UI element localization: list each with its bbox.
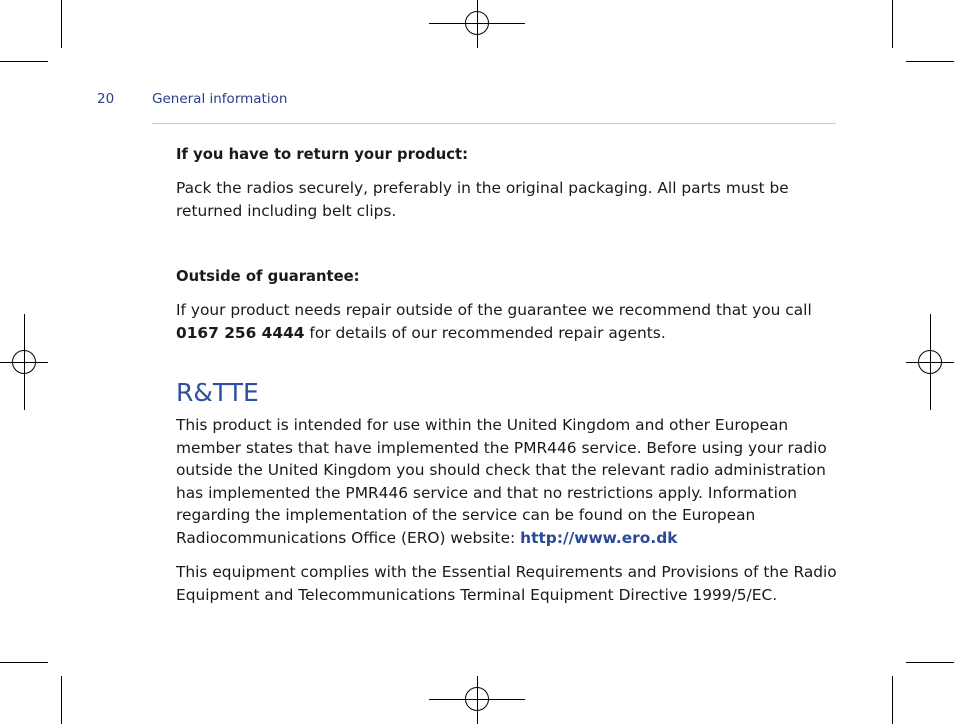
guarantee-text — [176, 299, 841, 344]
crop-mark-bottom-left-vertical — [61, 676, 62, 724]
guarantee-text-after: for details of our recommended repair agents. — [304, 323, 666, 342]
crop-mark-top-right-horizontal — [906, 61, 954, 62]
page-number: 20 — [97, 91, 115, 107]
return-heading: If you have to return your product: — [176, 146, 468, 163]
guarantee-text-before: If your product needs repair outside of the guarantee we recommend that you call — [176, 301, 812, 319]
phone-number: 0167 256 4444 — [176, 323, 305, 342]
rtte-title: R&TTE — [176, 378, 259, 407]
crop-mark-top-left-vertical — [61, 0, 62, 48]
header-divider — [152, 123, 836, 124]
section-title: General information — [152, 91, 288, 107]
crop-mark-top-right-vertical — [892, 0, 893, 48]
return-text: Pack the radios securely, preferably in the original packaging. All parts must be returned including belt clips. — [176, 179, 789, 220]
crop-mark-bottom-right-vertical — [892, 676, 893, 724]
crop-mark-top-left-horizontal — [0, 61, 48, 62]
rtte-paragraph-1 — [176, 414, 841, 549]
page-content — [176, 145, 841, 606]
rtte-paragraph-1-text: This product is intended for use within the United Kingdom and other European member states that have implemented the PMR446 service. Before using your radio outside the United Kingdom you should check that the relevant radio administration has implemented the PMR446 service and that no restrictions apply. Information regarding the implementation of the service can be found on the European Radiocommunications Office (ERO) website: — [176, 416, 827, 547]
crop-mark-bottom-left-horizontal — [0, 662, 48, 663]
rtte-paragraph-2: This equipment complies with the Essential Requirements and Provisions of the Radio Equipment and Telecommunications Terminal Equipment Directive 1999/5/EC. — [176, 563, 837, 604]
crop-mark-bottom-right-horizontal — [906, 662, 954, 663]
ero-website-link[interactable]: http://www.ero.dk — [520, 528, 678, 547]
guarantee-heading: Outside of guarantee: — [176, 268, 360, 285]
